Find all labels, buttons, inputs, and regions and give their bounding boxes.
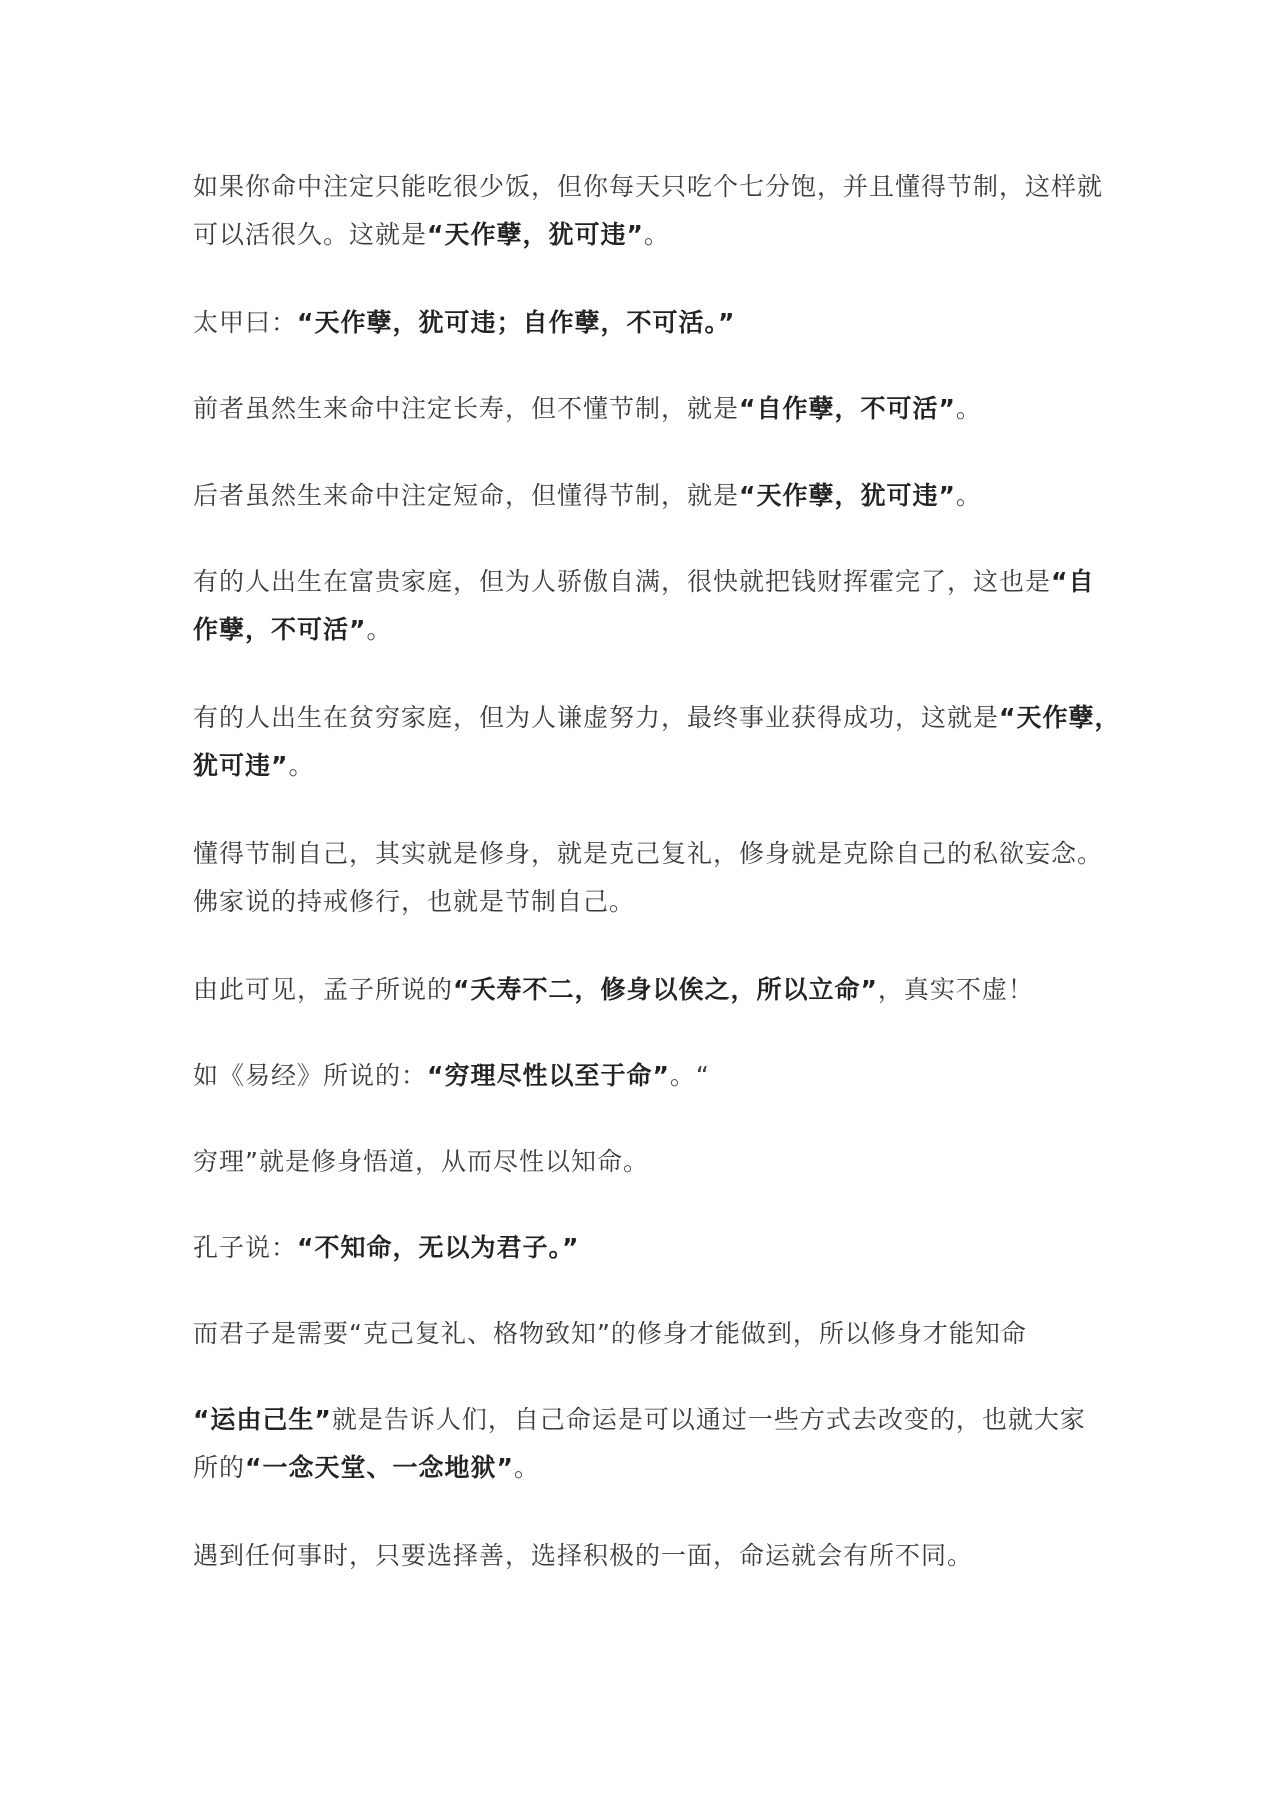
- paragraph-4-quote: “天作孽，犹可违”: [739, 481, 956, 510]
- paragraph-4-text: 后者虽然生来命中注定短命，但懂得节制，就是: [193, 481, 740, 510]
- paragraph-10-text: 穷理”就是修身悟道，从而尽性以知命。: [193, 1147, 649, 1176]
- paragraph-13-text-1: 就是告诉人们，自己命运是可以通过一些方式去改变的，也就大家: [331, 1405, 1086, 1434]
- paragraph-7: [193, 830, 1104, 926]
- paragraph-5: [193, 558, 1093, 654]
- paragraph-2: [193, 299, 1093, 347]
- paragraph-1-quote: “天作孽，犹可违”: [427, 220, 644, 249]
- paragraph-3-end: 。: [955, 394, 982, 423]
- paragraph-10: [193, 1138, 1093, 1186]
- paragraph-9: [193, 1052, 1093, 1100]
- paragraph-13-quote-2: “一念天堂、一念地狱”: [245, 1453, 514, 1482]
- paragraph-5-text: 有的人出生在富贵家庭，但为人骄傲自满，很快就把钱财挥霍完了，这也是: [193, 567, 1052, 596]
- paragraph-5-end: 。: [366, 615, 393, 644]
- paragraph-4: [193, 472, 1093, 520]
- paragraph-1: [193, 163, 1104, 259]
- paragraph-3-text: 前者虽然生来命中注定长寿，但不懂节制，就是: [193, 394, 740, 423]
- paragraph-4-end: 。: [955, 481, 982, 510]
- paragraph-14-text: 遇到任何事时，只要选择善，选择积极的一面，命运就会有所不同。: [193, 1541, 974, 1570]
- paragraph-8: [193, 966, 1093, 1014]
- paragraph-13-end: 。: [513, 1453, 540, 1482]
- paragraph-8-quote: “夭寿不二，修身以俟之，所以立命”: [453, 975, 878, 1004]
- paragraph-3: [193, 385, 1093, 433]
- paragraph-8-end: ，真实不虚！: [877, 975, 1034, 1004]
- paragraph-11: [193, 1224, 1093, 1272]
- paragraph-6: [193, 694, 1121, 790]
- paragraph-1-end: 。: [643, 220, 670, 249]
- paragraph-6-text: 有的人出生在贫穷家庭，但为人谦虚努力，最终事业获得成功，这就是: [193, 703, 1000, 732]
- paragraph-3-quote: “自作孽，不可活”: [739, 394, 956, 423]
- paragraph-12-text: 而君子是需要“克己复礼、格物致知”的修身才能做到，所以修身才能知命: [193, 1319, 1027, 1348]
- paragraph-11-text: 孔子说：: [193, 1233, 298, 1262]
- paragraph-11-quote: “不知命，无以为君子。”: [297, 1233, 580, 1262]
- paragraph-1-text: 可以活很久。这就是: [193, 220, 428, 249]
- paragraph-6-quote-start: “天作孽，: [999, 703, 1121, 732]
- paragraph-1-line-1: 如果你命中注定只能吃很少饭，但你每天只吃个七分饱，并且懂得节制，这样就: [193, 172, 1104, 201]
- paragraph-13-quote-1: “运由己生”: [193, 1405, 332, 1434]
- paragraph-9-text: 如《易经》所说的：: [193, 1061, 428, 1090]
- paragraph-13-text-2: 所的: [193, 1453, 246, 1482]
- paragraph-14: [193, 1532, 1093, 1580]
- paragraph-5-quote-end: 作孽，不可活”: [193, 615, 367, 644]
- paragraph-6-end: 。: [288, 751, 315, 780]
- paragraph-8-text: 由此可见，孟子所说的: [193, 975, 454, 1004]
- paragraph-5-quote-start: “自: [1051, 567, 1095, 596]
- paragraph-9-quote: “穷理尽性以至于命”: [427, 1061, 670, 1090]
- paragraph-2-text: 太甲曰：: [193, 308, 298, 337]
- paragraph-13: [193, 1396, 1093, 1492]
- paragraph-12: [193, 1310, 1093, 1358]
- paragraph-9-end: 。“: [669, 1061, 710, 1090]
- paragraph-7-line-1: 懂得节制自己，其实就是修身，就是克己复礼，修身就是克除自己的私欲妄念。: [193, 839, 1104, 868]
- paragraph-6-quote-end: 犹可违”: [193, 751, 289, 780]
- paragraph-2-quote: “天作孽，犹可违；自作孽，不可活。”: [297, 308, 736, 337]
- paragraph-7-line-2: 佛家说的持戒修行，也就是节制自己。: [193, 887, 636, 916]
